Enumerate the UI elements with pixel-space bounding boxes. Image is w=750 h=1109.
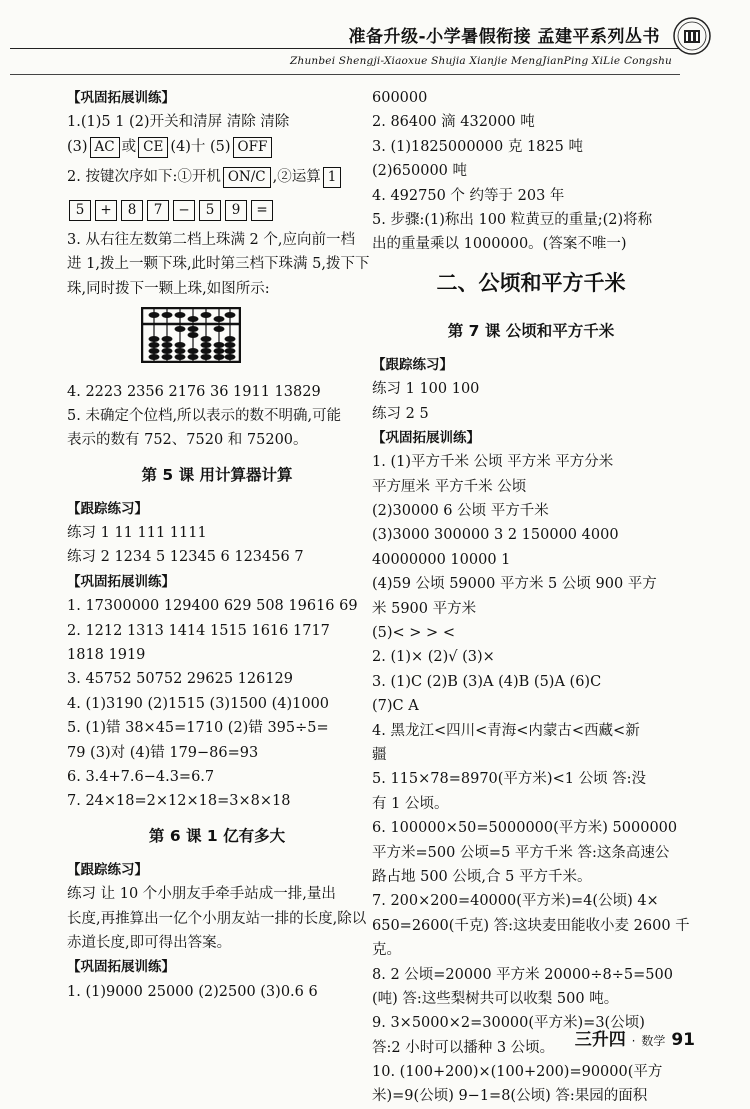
key-1: 1	[323, 167, 342, 188]
answer-line: 练习 1 11 111 1111	[67, 525, 207, 542]
answer-line: 长度,再推算出一亿个小朋友站一排的长度,除以	[67, 910, 367, 927]
answer-line: 1.(1)5 1 (2)开关和清屏 清除 清除	[67, 114, 290, 131]
series-subtitle: Zhunbei Shengji-Xiaoxue Shujia Xianjie MengJianPing XiLie Congshu	[289, 55, 672, 67]
answer-line: 1. 17300000 129400 629 508 19616 69	[67, 598, 358, 615]
right-column	[372, 86, 690, 1109]
answer-line: 79 (3)对 (4)错 179−86=93	[67, 744, 259, 761]
answer-line: 4. (1)3190 (2)1515 (3)1500 (4)1000	[67, 695, 330, 712]
answer-line: 3. 45752 50752 29625 126129	[67, 671, 294, 688]
answer-line: 疆	[372, 746, 387, 763]
left-column	[67, 86, 370, 1004]
answer-line: 650=2600(千克) 答:这块麦田能收小麦 2600 千	[372, 917, 690, 934]
text: ,②运算	[272, 169, 321, 186]
answer-line-keys	[67, 165, 367, 189]
key-off: OFF	[233, 137, 273, 158]
answer-line: 7. 200×200=40000(平方米)=4(公顷) 4×	[372, 893, 659, 910]
lesson-title: 第 5 课 用计算器计算	[141, 465, 293, 484]
answer-line: 5. 步骤:(1)称出 100 粒黄豆的重量;(2)将称	[372, 211, 653, 228]
answer-line: 练习 2 1234 5 12345 6 123456 7	[67, 549, 304, 566]
answer-line: 练习 让 10 个小朋友手牵手站成一排,量出	[67, 886, 336, 903]
key-onc: ON/C	[223, 167, 271, 188]
series-title: 准备升级-小学暑假衔接 孟建平系列丛书	[348, 27, 660, 47]
answer-line-keys	[67, 135, 367, 159]
answer-line: 6. 100000×50=5000000(平方米) 5000000	[372, 820, 678, 837]
answer-line: 1. (1)9000 25000 (2)2500 (3)0.6 6	[67, 983, 318, 1000]
answer-line: 赤道长度,即可得出答案。	[67, 934, 232, 951]
text: (3)	[67, 138, 88, 155]
calculator-key: 9	[225, 200, 247, 221]
answer-line: (2)30000 6 公顷 平方千米	[372, 503, 549, 520]
answer-line: 3. (1)C (2)B (3)A (4)B (5)A (6)C	[372, 673, 602, 690]
separator-dot: ·	[631, 1034, 636, 1048]
page-header	[0, 0, 750, 78]
answer-line: 出的重量乘以 1000000。(答案不唯一)	[372, 236, 627, 253]
page-number: 91	[671, 1030, 695, 1050]
key-ce: CE	[138, 137, 168, 158]
calculator-key: +	[95, 200, 117, 221]
answer-line: (3)3000 300000 3 2 150000 4000	[372, 527, 619, 544]
page-footer	[575, 1025, 695, 1050]
chapter-title: 二、公顷和平方千米	[436, 270, 626, 295]
calculator-key: 7	[147, 200, 169, 221]
answer-line: 克。	[372, 942, 401, 959]
answer-line: 8. 2 公顷=20000 平方米 20000÷8÷5=500	[372, 966, 673, 983]
answer-line: (2)650000 吨	[372, 163, 468, 180]
lesson-title: 第 6 课 1 亿有多大	[148, 826, 286, 845]
answer-line: 40000000 10000 1	[372, 551, 511, 568]
key-sequence	[67, 198, 367, 222]
answer-line: 有 1 公顷。	[372, 795, 449, 812]
answer-line: 答:2 小时可以播种 3 公顷。	[372, 1039, 555, 1056]
text: (4)十 (5)	[170, 138, 231, 155]
answer-line: 4. 黑龙江<四川<青海<内蒙古<西藏<新	[372, 722, 640, 739]
answer-line: 2. 86400 滴 432000 吨	[372, 114, 535, 131]
calculator-key: −	[173, 200, 195, 221]
series-seal-icon	[672, 16, 712, 56]
answer-line: 路占地 500 公顷,合 5 平方千米。	[372, 868, 592, 885]
answer-line: 1818 1919	[67, 647, 146, 664]
answer-line: 表示的数有 752、7520 和 75200。	[67, 432, 308, 449]
answer-line: 4. 2223 2356 2176 36 1911 13829	[67, 383, 321, 400]
subject-label: 数学	[641, 1034, 666, 1048]
answer-line: 600000	[372, 90, 428, 106]
text: 或	[121, 138, 137, 155]
abacus-figure	[141, 307, 241, 363]
answer-line: 6. 3.4+7.6−4.3=6.7	[67, 769, 215, 785]
answer-line: 练习 1 100 100	[372, 381, 480, 398]
answer-line: 米 5900 平方米	[372, 600, 477, 617]
answer-line: 5. (1)错 38×45=1710 (2)错 395÷5=	[67, 720, 329, 737]
answer-line: (吨) 答:这些梨树共可以收梨 500 吨。	[372, 990, 619, 1007]
section-heading: 【跟踪练习】	[67, 500, 148, 517]
answer-line: 5. 未确定个位档,所以表示的数不明确,可能	[67, 407, 342, 424]
answer-line: 3. (1)1825000000 克 1825 吨	[372, 138, 583, 155]
key-ac: AC	[90, 137, 120, 158]
header-rule-bottom	[10, 74, 680, 75]
answer-line: 4. 492750 个 约等于 203 年	[372, 187, 565, 204]
answer-line: 5. 115×78=8970(平方米)<1 公顷 答:没	[372, 771, 647, 788]
section-heading: 【巩固拓展训练】	[67, 90, 175, 106]
text: 2. 按键次序如下:①开机	[67, 169, 221, 186]
answer-line: 练习 2 5	[372, 405, 429, 422]
answer-line: (4)59 公顷 59000 平方米 5 公顷 900 平方	[372, 576, 657, 593]
answer-line: 9. 3×5000×2=30000(平方米)=3(公顷)	[372, 1015, 645, 1032]
section-heading: 【跟踪练习】	[372, 356, 453, 373]
answer-line: 进 1,拨上一颗下珠,此时第三档下珠满 5,拨下下	[67, 256, 370, 273]
answer-line: 珠,同时拨下一颗上珠,如图所示:	[67, 280, 270, 297]
answer-line: 1. (1)平方千米 公顷 平方米 平方分米	[372, 454, 614, 471]
answer-line: (5)< > > <	[372, 625, 455, 642]
answer-line: 平方米=500 公顷=5 平方千米 答:这条高速公	[372, 844, 670, 861]
answer-line: 米)=9(公顷) 9−1=8(公顷) 答:果园的面积	[372, 1088, 648, 1105]
lesson-title: 第 7 课 公顷和平方千米	[447, 321, 615, 340]
section-heading: 【巩固拓展训练】	[67, 573, 175, 590]
answer-line: 2. 1212 1313 1414 1515 1616 1717	[67, 622, 330, 639]
answer-line: 平方厘米 平方千米 公顷	[372, 478, 527, 495]
calculator-key: 8	[121, 200, 143, 221]
calculator-key: 5	[69, 200, 91, 221]
section-heading: 【巩固拓展训练】	[67, 959, 175, 976]
calculator-key: =	[251, 200, 273, 221]
answer-line: 7. 24×18=2×12×18=3×8×18	[67, 793, 291, 810]
section-heading: 【巩固拓展训练】	[372, 429, 480, 446]
answer-line: 10. (100+200)×(100+200)=90000(平方	[372, 1064, 663, 1081]
answer-line: 2. (1)× (2)√ (3)×	[372, 649, 495, 666]
grade-label: 三升四	[574, 1030, 626, 1050]
answer-line: 3. 从右往左数第二档上珠满 2 个,应向前一档	[67, 231, 355, 248]
calculator-key: 5	[199, 200, 221, 221]
answer-line: (7)C A	[372, 698, 419, 715]
section-heading: 【跟踪练习】	[67, 861, 148, 878]
header-rule	[10, 48, 680, 49]
